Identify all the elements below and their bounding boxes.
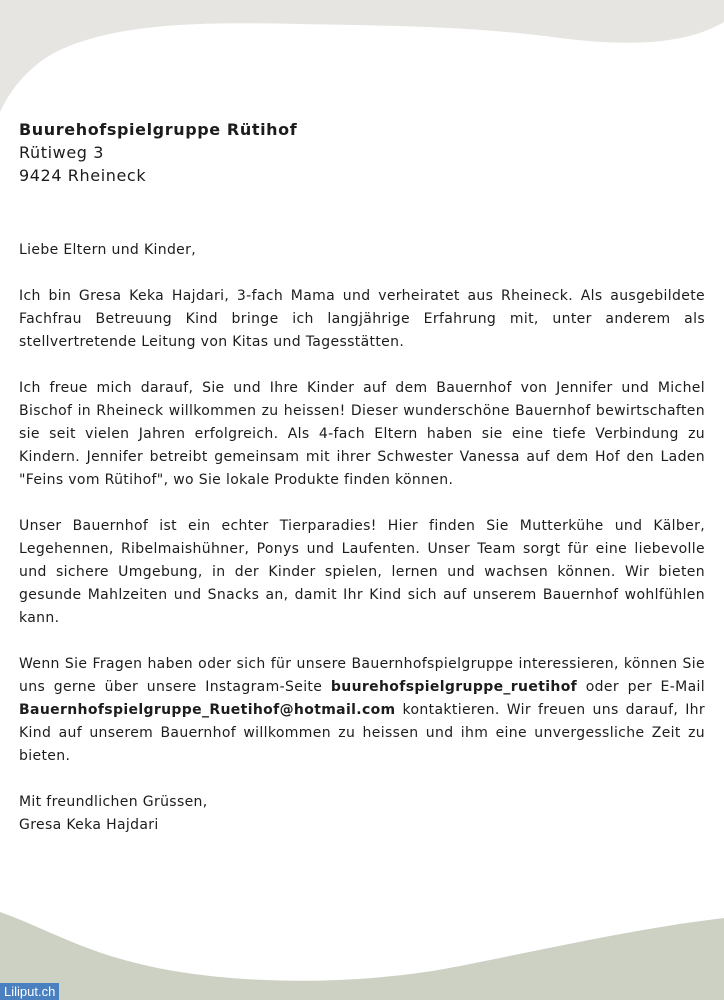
sender-address	[19, 118, 705, 187]
salutation: Liebe Eltern und Kinder,	[19, 242, 197, 258]
bottom-wave-shape	[0, 912, 724, 1000]
contact-text-2: oder per E-Mail	[577, 679, 705, 695]
paragraph-contact	[19, 653, 705, 768]
paragraph-farm: Ich freue mich darauf, Sie und Ihre Kinder auf dem Bauernhof von Jennifer und Michel Bischof in Rheineck willkommen zu heissen! Dieser wunderschöne Bauernhof bewirtschaften sie seit vielen Jahren erfolgreich. Als 4-fach Eltern haben sie eine tiefe Verbindung zu Kindern. Jennifer betreibt gemeinsam mit ihrer Schwester Vanessa auf dem Hof den Laden "Feins vom Rütihof", wo Sie lokale Produkte finden können.	[19, 380, 705, 488]
closing	[19, 791, 705, 837]
paragraph-intro: Ich bin Gresa Keka Hajdari, 3-fach Mama und verheiratet aus Rheineck. Als ausgebildete Fachfrau Betreuung Kind bringe ich langjährige Erfahrung mit, unter anderem als stellvertretende Leitung von Kitas und Tagesstätten.	[19, 288, 705, 350]
signature-name: Gresa Keka Hajdari	[19, 817, 159, 833]
top-wave-shape	[0, 0, 724, 112]
watermark-badge: Liliput.ch	[0, 983, 59, 1000]
email-address: Bauernhofspielgruppe_Ruetihof@hotmail.com	[19, 702, 396, 718]
sender-street: Rütiweg 3	[19, 143, 105, 162]
contact-text-1: Wenn Sie Fragen haben oder sich für unsere Bauernhofspielgruppe interessieren, können Sie uns gerne über unsere Instagram-Seite	[19, 656, 705, 695]
contact-text-3: kontaktieren. Wir freuen uns darauf, Ihr Kind auf unserem Bauernhof willkommen zu heissen und ihm eine unvergessliche Zeit zu bieten.	[19, 702, 705, 764]
closing-greeting: Mit freundlichen Grüssen,	[19, 794, 208, 810]
sender-city: 9424 Rheineck	[19, 166, 147, 185]
sender-organization: Buurehofspielgruppe Rütihof	[19, 120, 298, 139]
letter	[19, 118, 705, 837]
paragraph-animals: Unser Bauernhof ist ein echter Tierparadies! Hier finden Sie Mutterkühe und Kälber, Legehennen, Ribelmaishühner, Ponys und Laufenten. Unser Team sorgt für eine liebevolle und sichere Umgebung, in der Kinder spielen, lernen und wachsen können. Wir bieten gesunde Mahlzeiten und Snacks an, damit Ihr Kind sich auf unserem Bauernhof wohlfühlen kann.	[19, 518, 705, 626]
instagram-handle: buurehofspielgruppe_ruetihof	[330, 679, 578, 695]
